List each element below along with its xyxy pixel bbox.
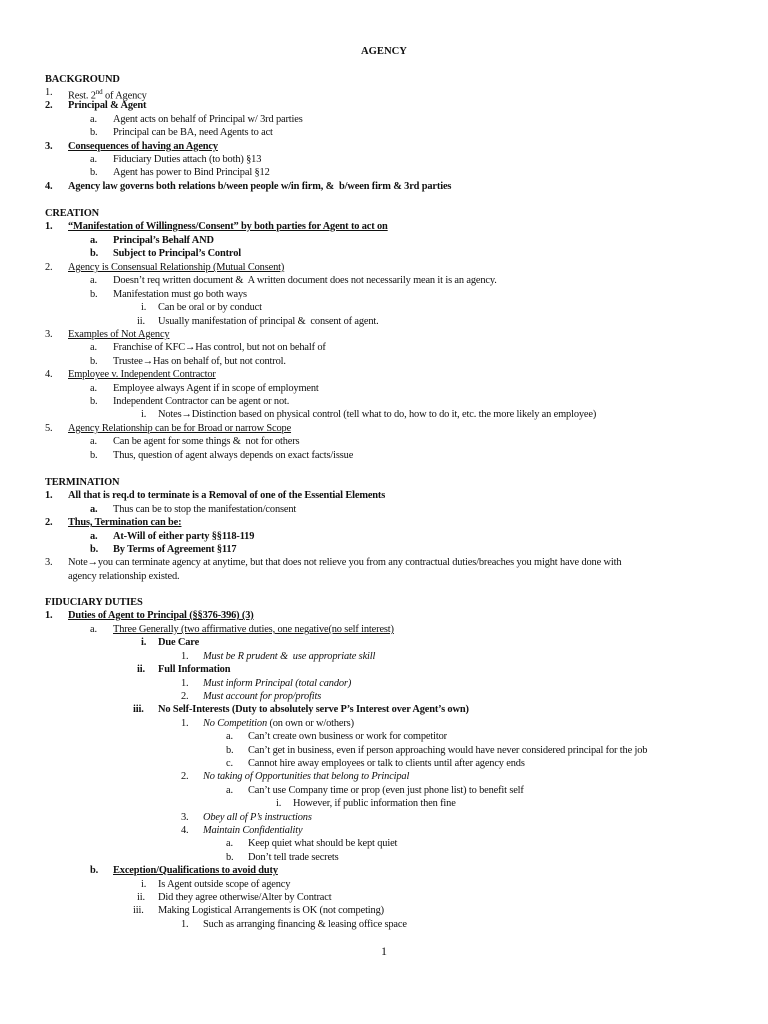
- line-text: Such as arranging financing & leasing office space: [203, 919, 407, 930]
- list-marker: 3.: [45, 141, 53, 152]
- list-marker: 2.: [181, 691, 189, 702]
- line-text: Can’t get in business, even if person approaching would have never considered principal for the job: [248, 745, 648, 756]
- line-text-suffix: (on own or w/others): [267, 718, 354, 729]
- list-marker: a.: [226, 785, 233, 796]
- list-marker: 2.: [45, 517, 53, 528]
- list-marker: a.: [90, 235, 98, 246]
- line-text: All that is req.d to terminate is a Removal of one of the Essential Elements: [68, 490, 386, 501]
- line-text: Rest. 2nd of Agency: [68, 88, 147, 102]
- list-marker: ii.: [137, 892, 145, 903]
- line-text: No taking of Opportunities that belong to Principal: [203, 771, 410, 782]
- line-text: Thus, question of agent always depends on exact facts/issue: [113, 450, 354, 461]
- list-marker: b.: [90, 248, 99, 259]
- list-marker: 1.: [181, 919, 189, 930]
- line-text: Must account for prop/profits: [203, 691, 322, 702]
- list-marker: 1.: [181, 678, 189, 689]
- list-marker: 3.: [45, 557, 53, 568]
- line-text: Employee always Agent if in scope of employment: [113, 383, 319, 394]
- line-text: Full Information: [158, 664, 231, 675]
- list-marker: 2.: [181, 771, 189, 782]
- list-marker: b.: [226, 745, 234, 756]
- line-text: Due Care: [158, 637, 200, 648]
- line-text: Franchise of KFC→Has control, but not on behalf of: [113, 342, 326, 353]
- list-marker: 4.: [45, 369, 53, 380]
- line-text: No Competition (on own or w/others): [203, 718, 354, 729]
- line-text: BACKGROUND: [45, 74, 120, 85]
- list-marker: 1.: [181, 651, 189, 662]
- list-marker: 3.: [181, 812, 189, 823]
- list-marker: a.: [90, 531, 98, 542]
- list-marker: 1.: [45, 490, 53, 501]
- line-text: Employee v. Independent Contractor: [68, 369, 216, 380]
- list-marker: 5.: [45, 423, 53, 434]
- line-text: Principal can be BA, need Agents to act: [113, 127, 273, 138]
- page-number: 1: [381, 944, 387, 958]
- list-marker: i.: [141, 302, 147, 313]
- line-text: Three Generally (two affirmative duties, one negative(no self interest): [113, 624, 394, 635]
- line-text: Examples of Not Agency: [68, 329, 170, 340]
- list-marker: 2.: [45, 262, 53, 273]
- line-text: Notes→Distinction based on physical control (tell what to do, how to do it, etc. the more likely an employee): [158, 409, 597, 420]
- list-marker: b.: [226, 852, 234, 863]
- line-text: Independent Contractor can be agent or not.: [113, 396, 290, 407]
- line-text: Keep quiet what should be kept quiet: [248, 838, 398, 849]
- list-marker: 1.: [181, 718, 189, 729]
- line-text: Cannot hire away employees or talk to clients until after agency ends: [248, 758, 525, 769]
- list-marker: 1.: [45, 87, 53, 98]
- list-marker: iii.: [133, 704, 144, 715]
- list-marker: b.: [90, 396, 98, 407]
- list-marker: c.: [226, 758, 233, 769]
- line-text: Principal & Agent: [68, 100, 147, 111]
- line-text: Can be oral or by conduct: [158, 302, 262, 313]
- list-marker: b.: [90, 865, 99, 876]
- line-text: Agency law governs both relations b/ween people w/in firm, & b/ween firm & 3rd parties: [68, 181, 452, 192]
- line-text: Thus can be to stop the manifestation/consent: [113, 504, 297, 515]
- line-text: No Self-Interests (Duty to absolutely serve P’s Interest over Agent’s own): [158, 704, 469, 715]
- list-marker: b.: [90, 356, 98, 367]
- list-marker: b.: [90, 544, 99, 555]
- list-marker: iii.: [133, 905, 144, 916]
- line-text: CREATION: [45, 208, 100, 219]
- line-text: Can’t create own business or work for competitor: [248, 731, 447, 742]
- line-text: Agency is Consensual Relationship (Mutual Consent): [68, 262, 285, 273]
- list-marker: a.: [90, 342, 97, 353]
- line-text: Thus, Termination can be:: [68, 517, 182, 528]
- list-marker: a.: [90, 624, 97, 635]
- line-text: Obey all of P’s instructions: [203, 812, 312, 823]
- line-text: agency relationship existed.: [68, 571, 180, 582]
- line-text: Manifestation must go both ways: [113, 289, 247, 300]
- line-text: By Terms of Agreement §117: [113, 544, 237, 555]
- document-title: AGENCY: [361, 46, 407, 57]
- line-text: Agency Relationship can be for Broad or narrow Scope: [68, 423, 292, 434]
- line-text: Can be agent for some things & not for others: [113, 436, 300, 447]
- line-text: Must inform Principal (total candor): [203, 678, 352, 689]
- list-marker: ii.: [137, 316, 145, 327]
- list-marker: i.: [141, 637, 147, 648]
- list-marker: 4.: [181, 825, 189, 836]
- line-text: Is Agent outside scope of agency: [158, 879, 291, 890]
- list-marker: 3.: [45, 329, 53, 340]
- line-text: Principal’s Behalf AND: [113, 235, 214, 246]
- list-marker: a.: [226, 838, 233, 849]
- list-marker: i.: [141, 409, 147, 420]
- list-marker: a.: [90, 383, 97, 394]
- line-text: “Manifestation of Willingness/Consent” by both parties for Agent to act on: [68, 221, 388, 232]
- list-marker: a.: [90, 504, 98, 515]
- line-text: Must be R prudent & use appropriate skill: [203, 651, 376, 662]
- line-text: Agent has power to Bind Principal §12: [113, 167, 270, 178]
- line-text: However, if public information then fine: [293, 798, 456, 809]
- line-text: Don’t tell trade secrets: [248, 852, 339, 863]
- list-marker: b.: [90, 127, 98, 138]
- list-marker: a.: [90, 436, 97, 447]
- line-text: Making Logistical Arrangements is OK (not competing): [158, 905, 384, 916]
- line-text: Subject to Principal’s Control: [113, 248, 241, 259]
- line-text: Maintain Confidentiality: [203, 825, 303, 836]
- list-marker: 1.: [45, 221, 53, 232]
- list-marker: ii.: [137, 664, 145, 675]
- line-text: Trustee→Has on behalf of, but not control.: [113, 356, 286, 367]
- line-text: Did they agree otherwise/Alter by Contract: [158, 892, 332, 903]
- line-text: At-Will of either party §§118-119: [113, 531, 255, 542]
- list-marker: b.: [90, 167, 98, 178]
- line-text: Can’t use Company time or prop (even just phone list) to benefit self: [248, 785, 524, 796]
- list-marker: a.: [226, 731, 233, 742]
- line-text: Note→you can terminate agency at anytime, but that does not relieve you from any contractual duties/breaches you might have done with: [68, 557, 622, 568]
- list-marker: a.: [90, 114, 97, 125]
- list-marker: i.: [276, 798, 282, 809]
- list-marker: a.: [90, 154, 97, 165]
- line-text: Fiduciary Duties attach (to both) §13: [113, 154, 262, 165]
- line-text: Doesn’t req written document & A written document does not necessarily mean it is an agency.: [113, 275, 497, 286]
- list-marker: b.: [90, 450, 98, 461]
- list-marker: 1.: [45, 610, 53, 621]
- list-marker: a.: [90, 275, 97, 286]
- list-marker: 4.: [45, 181, 53, 192]
- line-text: Exception/Qualifications to avoid duty: [113, 865, 278, 876]
- list-marker: 2.: [45, 100, 53, 111]
- line-text: Duties of Agent to Principal (§§376-396) (3): [68, 610, 254, 621]
- line-text: Consequences of having an Agency: [68, 141, 218, 152]
- line-text: FIDUCIARY DUTIES: [45, 597, 143, 608]
- list-marker: b.: [90, 289, 98, 300]
- line-text: Agent acts on behalf of Principal w/ 3rd parties: [113, 114, 303, 125]
- list-marker: i.: [141, 879, 147, 890]
- line-text: Usually manifestation of principal & consent of agent.: [158, 316, 379, 327]
- line-text: TERMINATION: [45, 477, 120, 488]
